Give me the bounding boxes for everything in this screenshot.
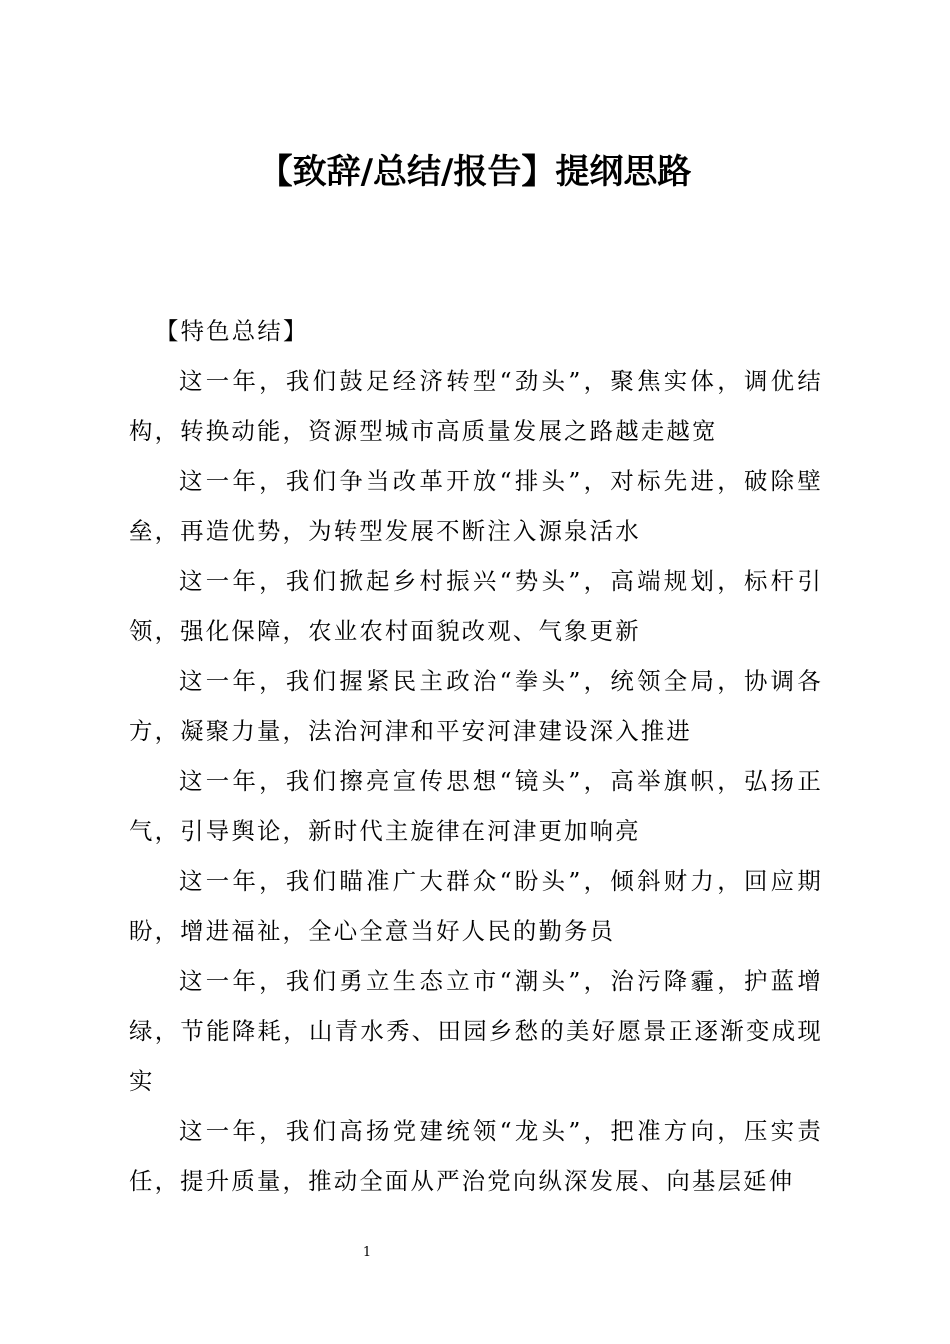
section-label: 【特色总结】 <box>155 317 309 345</box>
document-title: 【致辞/总结/报告】提纲思路 <box>258 152 692 192</box>
paragraph-ecology: 这一年，我们勇立生态立市“潮头”，治污降霾，护蓝增绿，节能降耗，山青水秀、田园乡愁的美好愿景正逐渐变成现实 <box>129 967 823 1095</box>
paragraph-people: 这一年，我们瞄准广大群众“盼头”，倾斜财力，回应期盼，增进福祉，全心全意当好人民的勤务员 <box>129 867 823 945</box>
page-number: 1 <box>362 1245 372 1260</box>
paragraph-reform: 这一年，我们争当改革开放“排头”，对标先进，破除壁垒，再造优势，为转型发展不断注入源泉活水 <box>129 467 823 545</box>
paragraph-democracy: 这一年，我们握紧民主政治“拳头”，统领全局，协调各方，凝聚力量，法治河津和平安河津建设深入推进 <box>129 667 823 745</box>
paragraph-rural: 这一年，我们掀起乡村振兴“势头”，高端规划，标杆引领，强化保障，农业农村面貌改观、气象更新 <box>129 567 823 645</box>
paragraph-party-building: 这一年，我们高扬党建统领“龙头”，把准方向，压实责任，提升质量，推动全面从严治党向纵深发展、向基层延伸 <box>129 1117 823 1195</box>
document-body <box>129 306 823 1206</box>
paragraph-economy: 这一年，我们鼓足经济转型“劲头”，聚焦实体，调优结构，转换动能，资源型城市高质量发展之路越走越宽 <box>129 367 823 445</box>
paragraph-publicity: 这一年，我们擦亮宣传思想“镜头”，高举旗帜，弘扬正气，引导舆论，新时代主旋律在河津更加响亮 <box>129 767 823 845</box>
